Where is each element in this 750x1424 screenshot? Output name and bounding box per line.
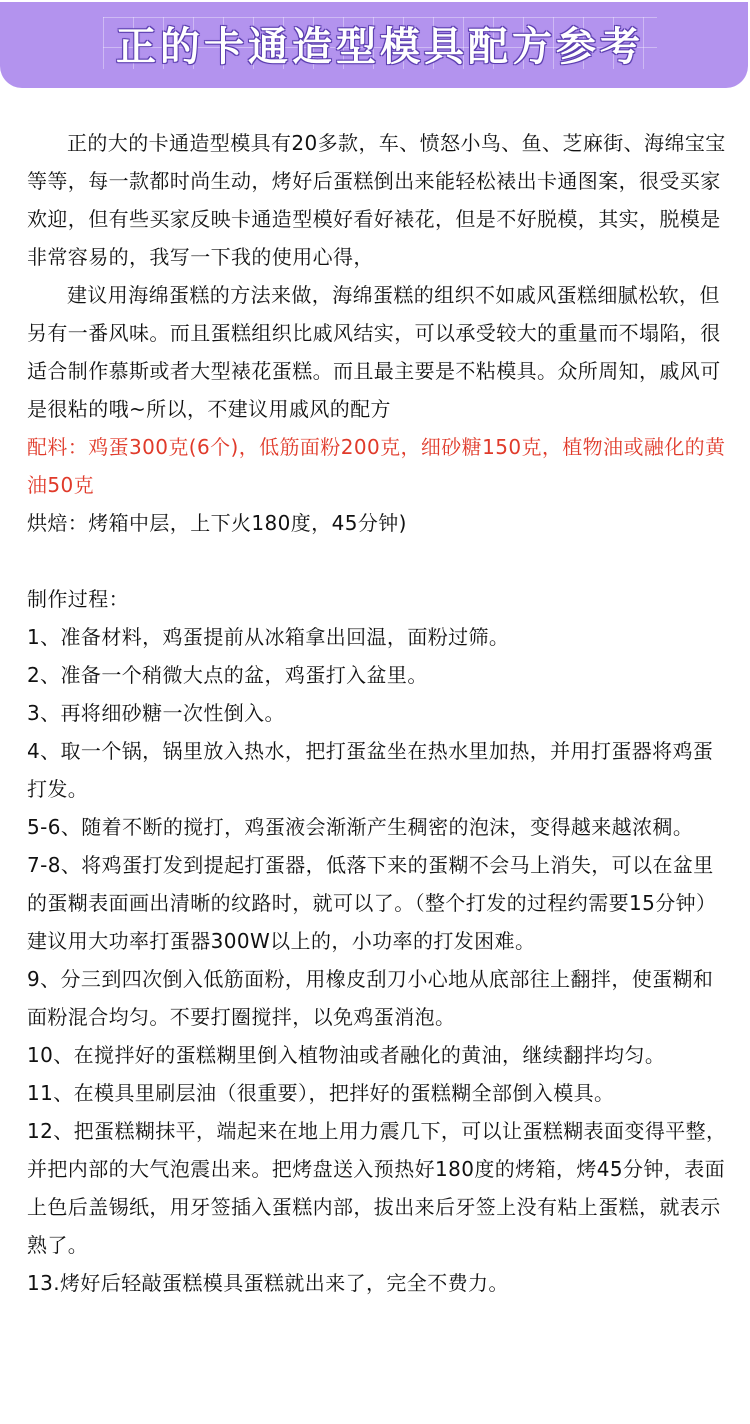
- process-step: 5-6、随着不断的搅打，鸡蛋液会渐渐产生稠密的泡沫，变得越来越浓稠。: [27, 815, 694, 839]
- page-title: 正的卡通造型模具配方参考: [116, 23, 644, 70]
- ingredients-text: 配料：鸡蛋300克(6个)，低筋面粉200克，细砂糖150克，植物油或融化的黄油50克: [27, 435, 726, 497]
- process-heading: 制作过程：: [27, 587, 129, 611]
- baking-text: 烘焙：烤箱中层，上下火180度，45分钟): [27, 511, 407, 535]
- article-body: [27, 124, 727, 1302]
- title-wrap: [103, 17, 657, 69]
- process-step: 12、把蛋糕糊抹平，端起来在地上用力震几下，可以让蛋糕糊表面变得平整，并把内部的大气泡震出来。把烤盘送入预热好180度的烤箱，烤45分钟，表面上色后盖锡纸，用牙签插入蛋糕内部，拔出来后牙签上没有粘上蛋糕，就表示熟了。: [27, 1119, 727, 1257]
- process-step: 1、准备材料，鸡蛋提前从冰箱拿出回温，面粉过筛。: [27, 625, 510, 649]
- header-banner: [0, 2, 748, 88]
- process-step: 3、再将细砂糖一次性倒入。: [27, 701, 285, 725]
- spacer: [27, 542, 727, 580]
- intro-paragraph-2: 建议用海绵蛋糕的方法来做，海绵蛋糕的组织不如戚风蛋糕细腻松软，但另有一番风味。而且蛋糕组织比戚风结实，可以承受较大的重量而不塌陷，很适合制作慕斯或者大型裱花蛋糕。而且最主要是不粘模具。众所周知，戚风可是很粘的哦~所以，不建议用戚风的配方: [27, 283, 721, 421]
- process-step: 10、在搅拌好的蛋糕糊里倒入植物油或者融化的黄油，继续翻拌均匀。: [27, 1043, 666, 1067]
- process-step: 9、分三到四次倒入低筋面粉，用橡皮刮刀小心地从底部往上翻拌，使蛋糊和面粉混合均匀。不要打圈搅拌，以免鸡蛋消泡。: [27, 967, 714, 1029]
- process-step: 2、准备一个稍微大点的盆，鸡蛋打入盆里。: [27, 663, 428, 687]
- process-step: 4、取一个锅，锅里放入热水，把打蛋盆坐在热水里加热，并用打蛋器将鸡蛋打发。: [27, 739, 714, 801]
- process-step: 7-8、将鸡蛋打发到提起打蛋器，低落下来的蛋糊不会马上消失，可以在盆里的蛋糊表面画出清晰的纹路时，就可以了。（整个打发的过程约需要15分钟）建议用大功率打蛋器300W以上的，小功率的打发困难。: [27, 853, 717, 953]
- process-step: 11、在模具里刷层油（很重要），把拌好的蛋糕糊全部倒入模具。: [27, 1081, 615, 1105]
- process-step: 13.烤好后轻敲蛋糕模具蛋糕就出来了，完全不费力。: [27, 1271, 509, 1295]
- intro-paragraph-1: 正的大的卡通造型模具有20多款，车、愤怒小鸟、鱼、芝麻街、海绵宝宝等等，每一款都时尚生动，烤好后蛋糕倒出来能轻松裱出卡通图案，很受买家欢迎，但有些买家反映卡通造型模好看好裱花，但是不好脱模，其实，脱模是非常容易的，我写一下我的使用心得，: [27, 131, 726, 269]
